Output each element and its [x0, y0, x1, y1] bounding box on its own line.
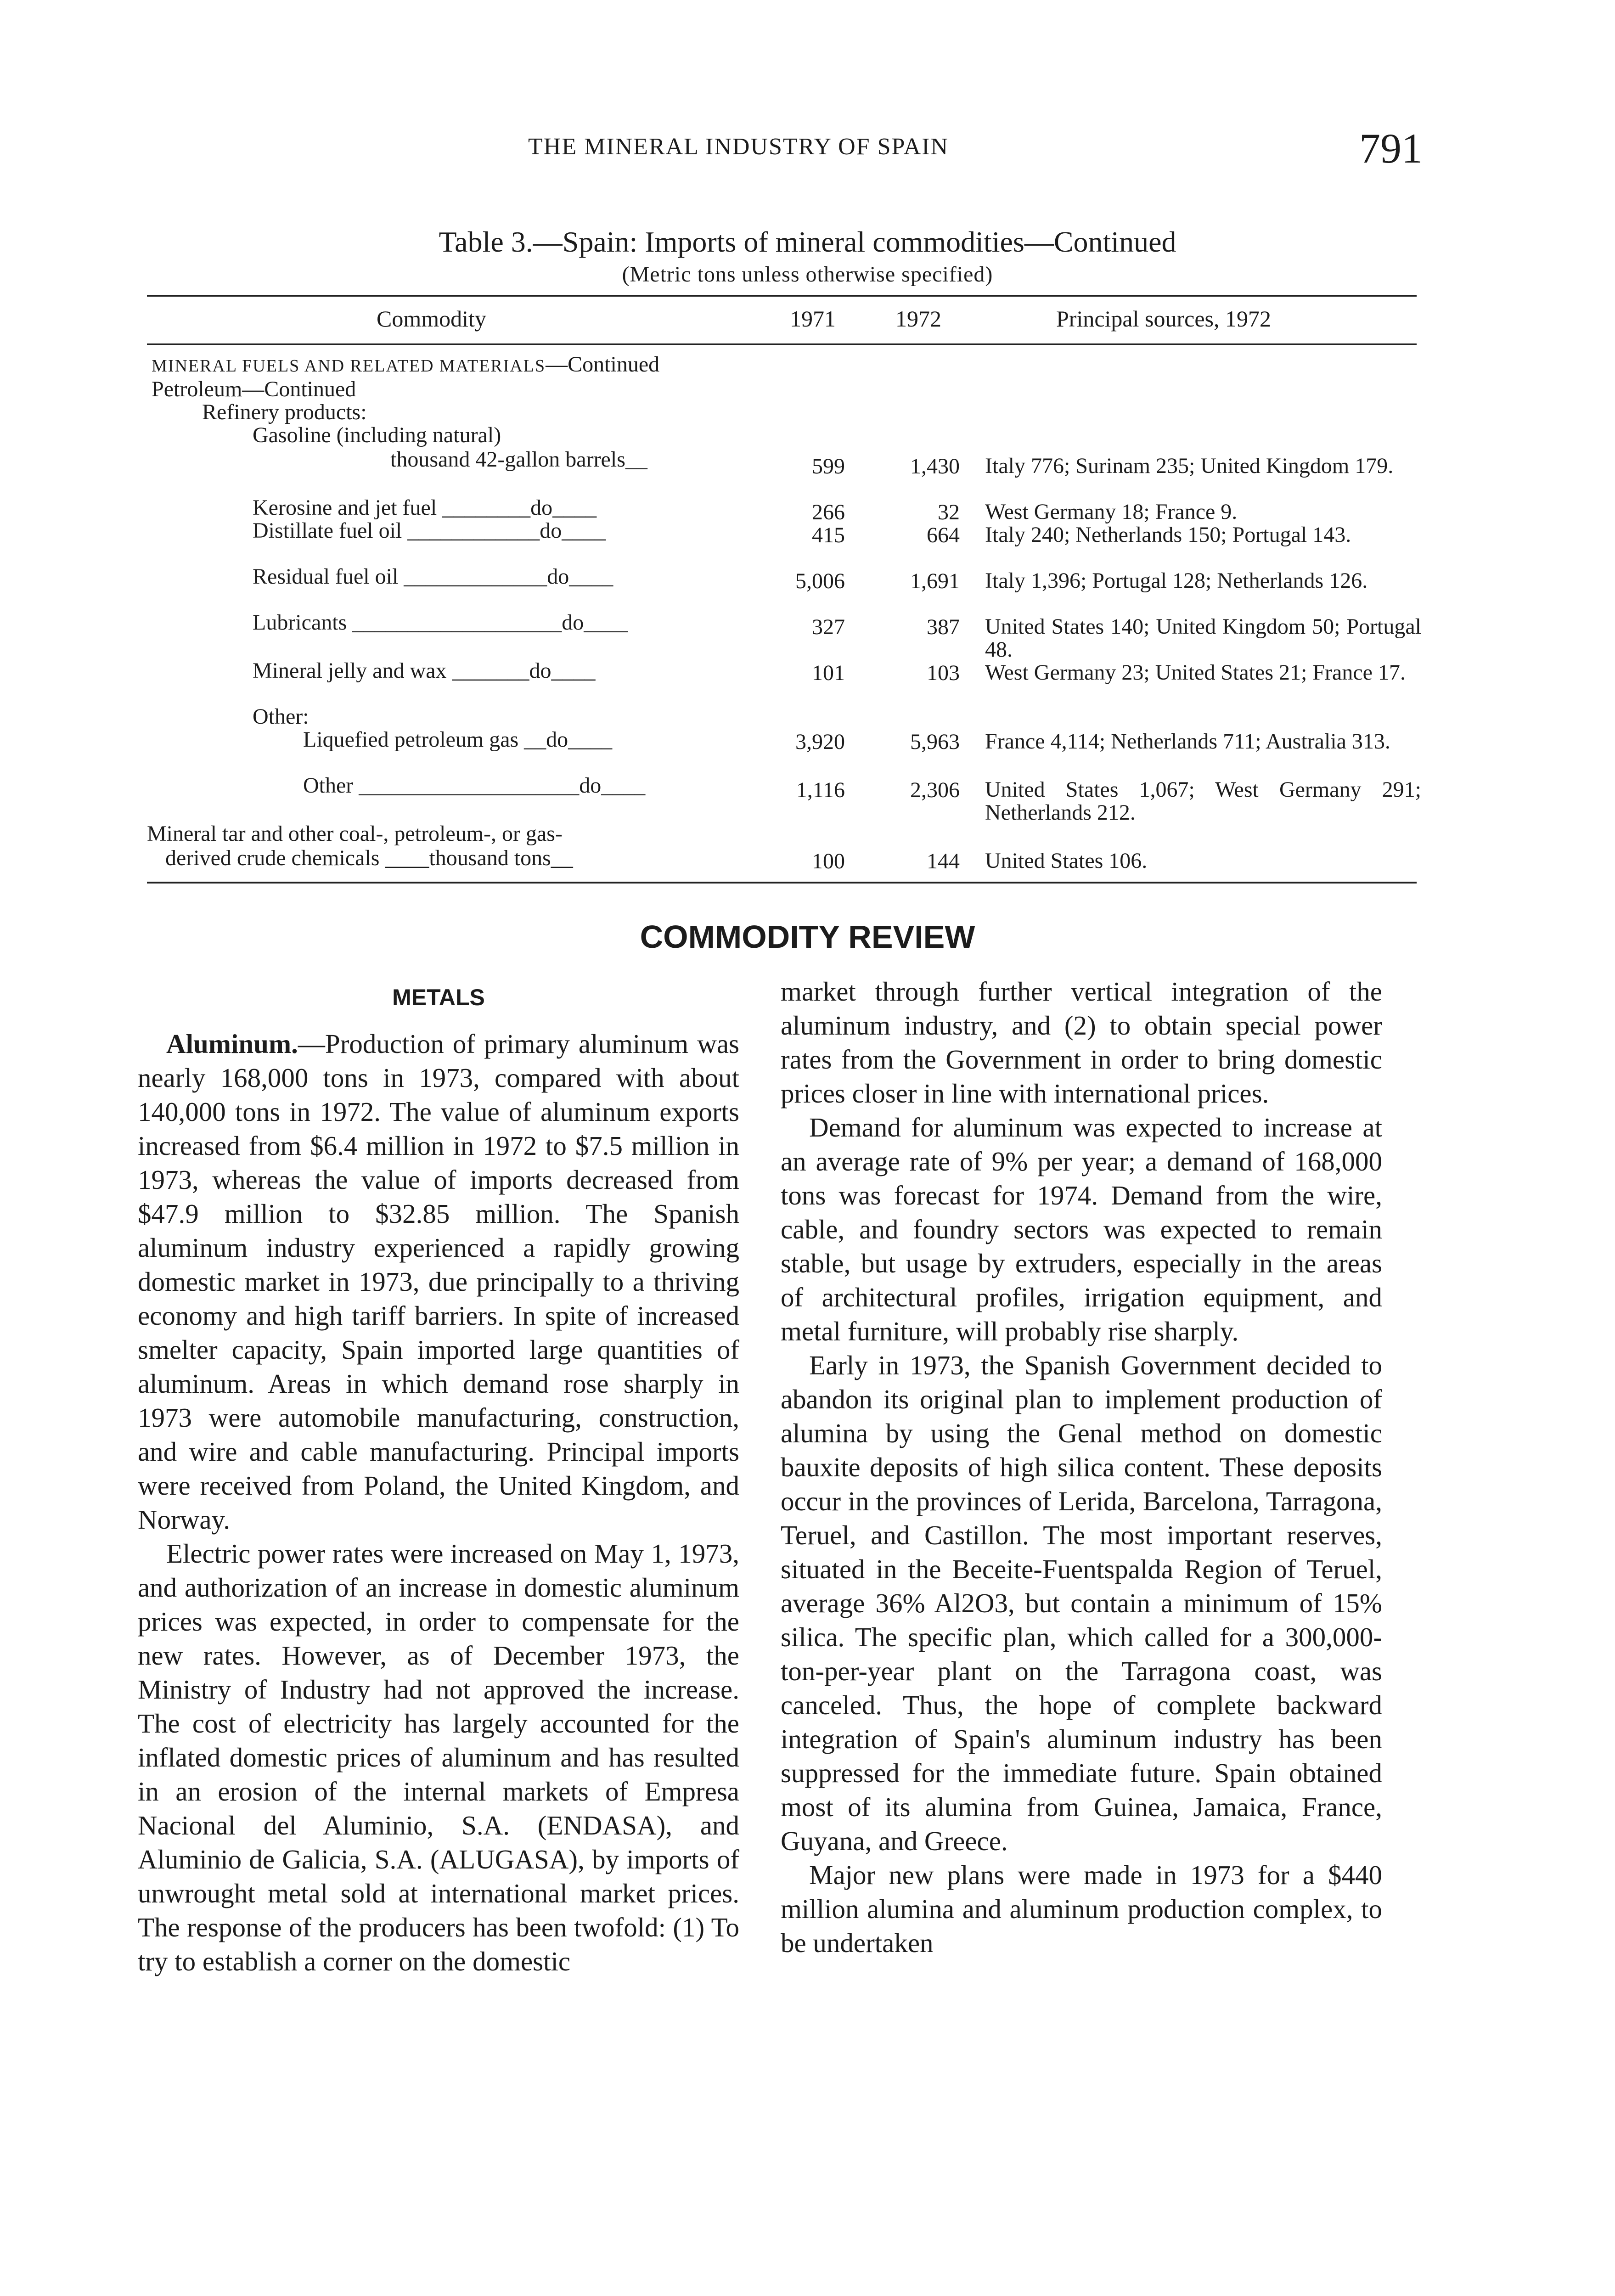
table-cell-1971: 266: [812, 500, 845, 524]
table-cell-sources: Italy 240; Netherlands 150; Portugal 143.: [985, 523, 1351, 547]
table-cell-1971: 415: [812, 523, 845, 547]
table-row-label: Residual fuel oil _____________do____: [253, 564, 613, 589]
table-cell-sources: Italy 1,396; Portugal 128; Netherlands 126.: [985, 568, 1368, 593]
table-cell-sources: France 4,114; Netherlands 711; Australia 313.: [985, 729, 1390, 754]
table-cell-1972: 664: [927, 523, 960, 547]
table-subsection: Petroleum—Continued: [152, 377, 356, 401]
table-cell-1972: 32: [938, 500, 960, 524]
table-cell-sources: Italy 776; Surinam 235; United Kingdom 179.: [985, 454, 1394, 478]
table-row-label: Gasoline (including natural): [253, 423, 501, 447]
table-cell-1972: 103: [927, 661, 960, 685]
table-row-label: Kerosine and jet fuel ________do____: [253, 495, 597, 520]
table-cell-sources: United States 1,067; West Germany 291; Netherlands 212.: [985, 777, 1421, 825]
table-cell-1972: 387: [927, 615, 960, 639]
table-cell-sources: West Germany 18; France 9.: [985, 500, 1238, 524]
text-column-left: [138, 1027, 739, 1978]
table-cell-1972: 5,963: [910, 730, 960, 754]
table-row-label: Liquefied petroleum gas __do____: [303, 727, 613, 752]
table-cell-1971: 327: [812, 615, 845, 639]
table-subtitle: (Metric tons unless otherwise specified): [622, 262, 993, 287]
paragraph: [138, 1027, 739, 1536]
table-row-label: Mineral tar and other coal-, petroleum-, or gas-: [147, 822, 563, 846]
table-cell-sources: United States 140; United Kingdom 50; Portugal 48.: [985, 614, 1421, 662]
table-cell-1971: 100: [812, 849, 845, 873]
paragraph-text: —Production of primary aluminum was nearly 168,000 tons in 1973, compared with about 140,000 tons in 1972. The value of aluminum exports increased from $6.4 million in 1972 to $7.5 million in 1973, whereas the value of imports decreased from $47.9 million to $32.85 million. The Spanish aluminum industry experienced a rapidly growing domestic market in 1973, due principally to a thriving economy and high tariff barriers. In spite of increased smelter capacity, Spain imported large quantities of aluminum. Areas in which demand rose sharply in 1973 were automobile manufacturing, construction, and wire and cable manufacturing. Principal imports were received from Poland, the United Kingdom, and Norway.: [138, 1029, 739, 1535]
table-cell-1971: 101: [812, 661, 845, 685]
text-column-right: [781, 974, 1382, 1960]
table-cell-1972: 1,691: [910, 569, 960, 593]
paragraph: Demand for aluminum was expected to increase at an average rate of 9% per year; a demand of 168,000 tons was forecast for 1974. Demand from the wire, cable, and foundry sectors was expected to remain stable, but usage by extruders, especially in the areas of architectural profiles, irrigation equipment, and metal furniture, will probably rise sharply.: [781, 1112, 1382, 1346]
table-bottom-rule: [147, 882, 1417, 884]
table-cell-1972: 2,306: [910, 778, 960, 802]
table-header-rule: [147, 343, 1417, 345]
table-group: Refinery products:: [202, 400, 367, 424]
section-heading-suffix: —Continued: [546, 352, 660, 377]
table-group: Other:: [253, 704, 309, 729]
table-cell-1971: 1,116: [796, 778, 845, 802]
table-cell-sources: West Germany 23; United States 21; France 17.: [985, 660, 1406, 685]
col-header-1971: 1971: [790, 306, 836, 332]
table-top-rule: [147, 295, 1417, 297]
table-section-heading: [152, 353, 659, 378]
paragraph: Early in 1973, the Spanish Government decided to abandon its original plan to implement production of alumina by using the Genal method on domestic bauxite deposits of high silica content. These deposits occur in the provinces of Lerida, Barcelona, Tarragona, Teruel, and Castillon. The most important reserves, situated in the Beceite-Fuentspalda Region of Teruel, average 36% Al2O3, but contain a minimum of 15% silica. The specific plan, which called for a 300,000-ton-per-year plant on the Tarragona coast, was canceled. Thus, the hope of complete backward integration of Spain's aluminum industry has been suppressed for the immediate future. Spain obtained most of its alumina from Guinea, Jamaica, France, Guyana, and Greece.: [781, 1350, 1382, 1856]
table-row-label: Other ____________________do____: [303, 773, 646, 798]
table-row-label: thousand 42-gallon barrels__: [390, 447, 647, 472]
table-label: Table 3.—Spain:: [439, 225, 638, 258]
subsection-title: METALS: [392, 985, 485, 1010]
running-header-title: THE MINERAL INDUSTRY OF SPAIN: [528, 134, 949, 160]
paragraph: Electric power rates were increased on May 1, 1973, and authorization of an increase in domestic aluminum prices was expected, in order to compensate for the new rates. However, as of December 1973, the Ministry of Industry had not approved the increase. The cost of electricity has largely accounted for the inflated domestic prices of aluminum and has resulted in an erosion of the internal markets of Empresa Nacional del Aluminio, S.A. (ENDASA), and Aluminio de Galicia, S.A. (ALUGASA), by imports of unwrought metal sold at international market prices. The response of the producers has been twofold: (1) To try to establish a corner on the domestic: [138, 1538, 739, 1976]
page-number: 791: [1359, 125, 1423, 172]
col-header-sources: Principal sources, 1972: [1056, 306, 1271, 332]
col-header-commodity: Commodity: [377, 306, 486, 332]
table-row-label: Mineral jelly and wax _______do____: [253, 658, 596, 683]
table-cell-1971: 599: [812, 454, 845, 478]
paragraph: market through further vertical integration of the aluminum industry, and (2) to obtain special power rates from the Government in order to bring domestic prices closer in line with international prices.: [781, 976, 1382, 1109]
section-title: COMMODITY REVIEW: [640, 919, 975, 955]
table-cell-1971: 5,006: [795, 569, 845, 593]
table-cell-1972: 1,430: [910, 454, 960, 478]
table-cell-1972: 144: [927, 849, 960, 873]
table-row-label: Distillate fuel oil ____________do____: [253, 518, 606, 543]
section-heading-caps: MINERAL FUELS AND RELATED MATERIALS: [152, 356, 546, 376]
table-title-text: Imports of mineral commodities—Continued: [645, 225, 1176, 258]
table-cell-1971: 3,920: [795, 730, 845, 754]
paragraph-lead: Aluminum.: [166, 1029, 298, 1059]
paragraph: Major new plans were made in 1973 for a $440 million alumina and aluminum production complex, to be undertaken: [781, 1860, 1382, 1958]
table-row-label: derived crude chemicals ____thousand tons__: [165, 846, 573, 870]
table-row-label: Lubricants ___________________do____: [253, 610, 628, 635]
table-cell-sources: United States 106.: [985, 849, 1148, 873]
col-header-1972: 1972: [895, 306, 941, 332]
table-title: [0, 225, 1615, 259]
